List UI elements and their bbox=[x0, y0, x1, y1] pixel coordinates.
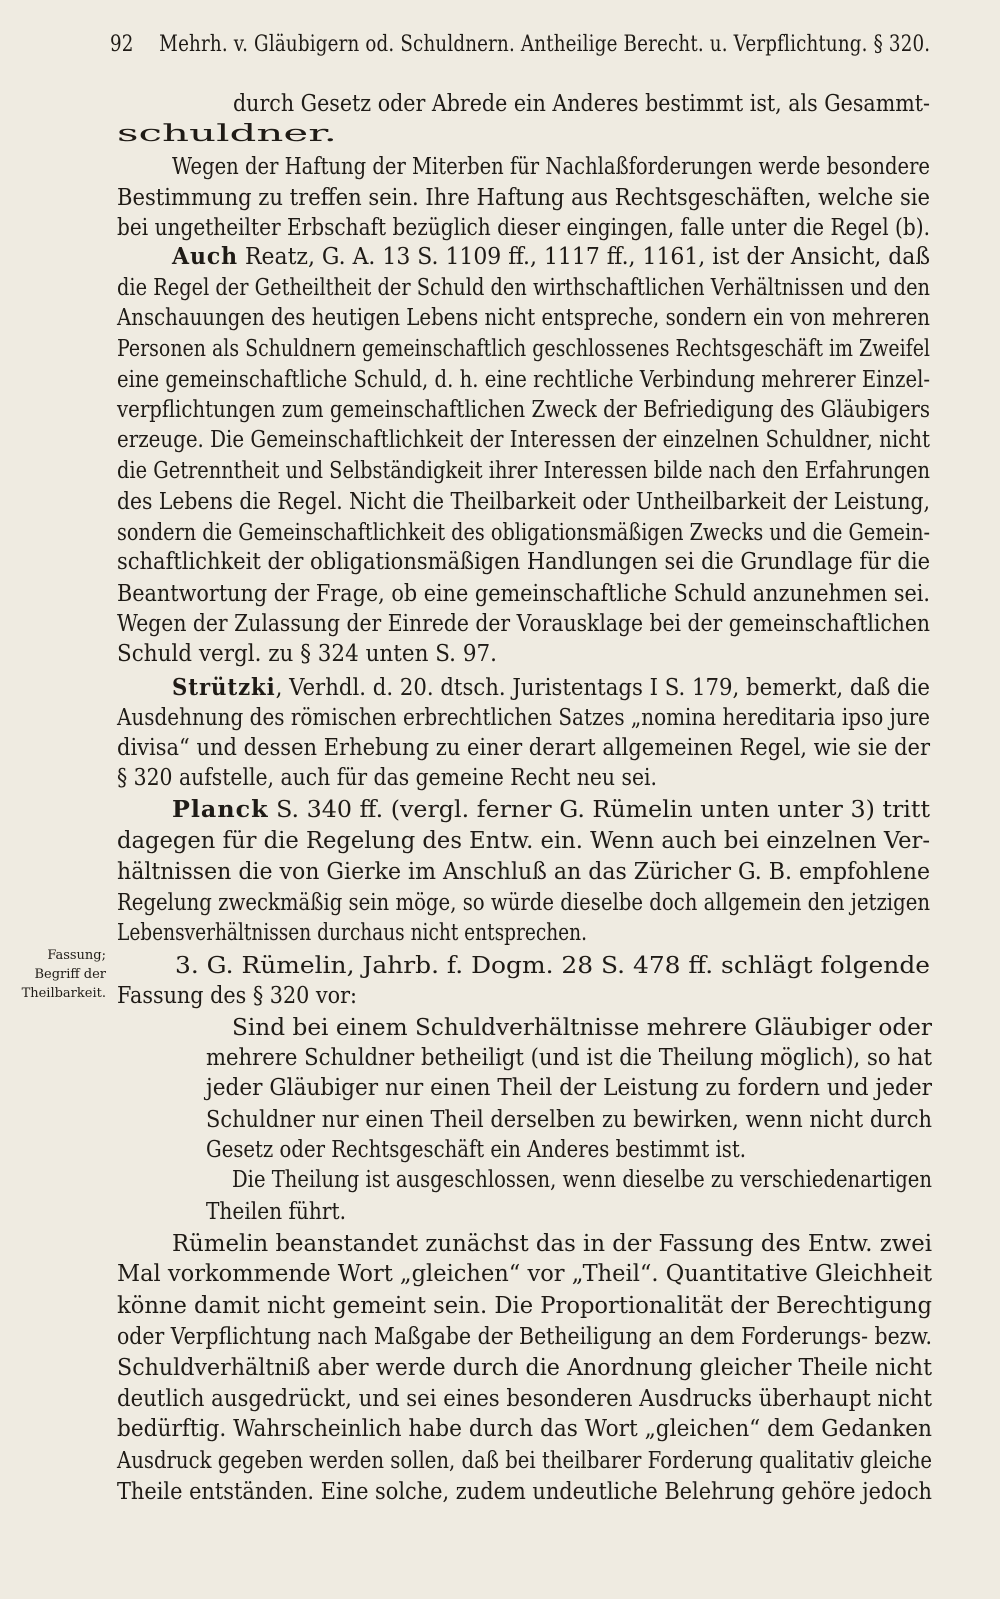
text-line-content: verpflichtungen zum gemeinschaftlichen Zweck der Befriedigung des Gläubigers bbox=[117, 395, 930, 423]
text-line-content: eine gemeinschaftliche Schuld, d. h. eine rechtliche Verbindung mehrerer Einzel- bbox=[117, 365, 930, 393]
text-line-content: des Lebens die Regel. Nicht die Theilbarkeit oder Untheilbarkeit der Leistung, bbox=[117, 487, 930, 515]
running-title: Mehrh. v. Gläubigern od. Schuldnern. Antheilige Berecht. u. Verpflichtung. § 320. bbox=[159, 32, 931, 57]
text-line-content: die Getrenntheit und Selbständigkeit ihrer Interessen bilde nach den Erfahrungen bbox=[117, 456, 930, 484]
text-line-content: Beantwortung der Frage, ob eine gemeinschaftliche Schuld anzunehmen sei. bbox=[117, 579, 930, 607]
text-line-content: hältnissen die von Gierke im Anschluß an das Züricher G. B. empfohlene bbox=[117, 857, 930, 885]
text-line-content: Planck S. 340 ff. (vergl. ferner G. Rümelin unten unter 3) tritt bbox=[172, 795, 930, 823]
text-line-content: Sind bei einem Schuldverhältnisse mehrere Gläubiger oder bbox=[232, 1013, 932, 1041]
text-line-content: durch Gesetz oder Abrede ein Anderes bestimmt ist, als Gesammt- bbox=[233, 89, 930, 117]
text-line-content: Ausdruck gegeben werden sollen, daß bei theilbarer Forderung qualitativ gleiche bbox=[117, 1446, 932, 1474]
text-line-content: Rümelin beanstandet zunächst das in der Fassung des Entw. zwei bbox=[172, 1229, 932, 1257]
text-line-content: bei ungetheilter Erbschaft bezüglich dieser eingingen, falle unter die Regel (b). bbox=[117, 213, 930, 241]
margin-note-line: Theilbarkeit. bbox=[21, 986, 106, 1001]
text-line-content: jeder Gläubiger nur einen Theil der Leistung zu fordern und jeder bbox=[206, 1073, 932, 1101]
text-line-content: Wegen der Zulassung der Einrede der Vorausklage bei der gemeinschaftlichen bbox=[117, 609, 930, 637]
text-line-content: Mal vorkommende Wort „gleichen“ vor „Theil“. Quantitative Gleichheit bbox=[117, 1259, 932, 1287]
text-line-content: die Regel der Getheiltheit der Schuld den wirthschaftlichen Verhältnissen und den bbox=[117, 273, 930, 301]
text-line-content: oder Verpflichtung nach Maßgabe der Betheiligung an dem Forderungs- bezw. bbox=[117, 1322, 932, 1350]
text-line-content: Ausdehnung des römischen erbrechtlichen Satzes „nomina hereditaria ipso jure bbox=[117, 703, 930, 731]
page-header bbox=[110, 32, 931, 72]
text-line-content: Lebensverhältnissen durchaus nicht entsprechen. bbox=[117, 918, 587, 946]
text-line-content: Anschauungen des heutigen Lebens nicht entspreche, sondern ein von mehreren bbox=[117, 303, 930, 331]
text-line-content: deutlich ausgedrückt, und sei eines besonderen Ausdrucks überhaupt nicht bbox=[117, 1384, 932, 1412]
text-line-content: Schuldner nur einen Theil derselben zu bewirken, wenn nicht durch bbox=[206, 1105, 932, 1133]
text-line-content: Strützki, Verhdl. d. 20. dtsch. Juristentags I S. 179, bemerkt, daß die bbox=[172, 673, 930, 701]
text-line-content: erzeuge. Die Gemeinschaftlichkeit der Interessen der einzelnen Schuldner, nicht bbox=[117, 425, 930, 453]
text-line-content: dagegen für die Regelung des Entw. ein. Wenn auch bei einzelnen Ver- bbox=[117, 826, 930, 854]
text-line-content: Schuld vergl. zu § 324 unten S. 97. bbox=[117, 639, 497, 667]
margin-note-line: Fassung; bbox=[47, 948, 106, 963]
text-line-content: schaftlichkeit der obligationsmäßigen Handlungen sei die Grundlage für die bbox=[117, 547, 930, 575]
text-line-content: 3. G. Rümelin, Jahrb. f. Dogm. 28 S. 478 ff. schlägt folgende bbox=[175, 951, 930, 979]
margin-note-line: Begriff der bbox=[34, 967, 106, 982]
text-line-content: sondern die Gemeinschaftlichkeit des obligationsmäßigen Zwecks und die Gemein- bbox=[117, 518, 930, 546]
text-line-content: könne damit nicht gemeint sein. Die Proportionalität der Berechtigung bbox=[117, 1291, 932, 1319]
text-line-content: divisa“ und dessen Erhebung zu einer derart allgemeinen Regel, wie sie der bbox=[117, 733, 930, 761]
text-line-content: Auch Reatz, G. A. 13 S. 1109 ff., 1117 ff., 1161, ist der Ansicht, daß bbox=[172, 242, 930, 270]
text-line-content: Gesetz oder Rechtsgeschäft ein Anderes bestimmt ist. bbox=[206, 1135, 746, 1163]
text-line-content: Regelung zweckmäßig sein möge, so würde dieselbe doch allgemein den jetzigen bbox=[117, 888, 930, 916]
text-line-content: Theile entständen. Eine solche, zudem undeutliche Belehrung gehöre jedoch bbox=[117, 1477, 932, 1505]
text-line-content: Theilen führt. bbox=[206, 1197, 346, 1225]
text-line-content: Schuldverhältniß aber werde durch die Anordnung gleicher Theile nicht bbox=[117, 1353, 932, 1381]
page-number: 92 bbox=[110, 32, 134, 57]
text-line-content: Die Theilung ist ausgeschlossen, wenn dieselbe zu verschiedenartigen bbox=[232, 1165, 932, 1193]
text-line-content: Personen als Schuldnern gemeinschaftlich geschlossenes Rechtsgeschäft im Zweifel bbox=[117, 334, 930, 362]
text-line-content: § 320 aufstelle, auch für das gemeine Recht neu sei. bbox=[117, 763, 657, 791]
margin-note bbox=[14, 946, 106, 1003]
text-line-content: Fassung des § 320 vor: bbox=[117, 981, 357, 1009]
text-line-content: mehrere Schuldner betheiligt (und ist die Theilung möglich), so hat bbox=[206, 1043, 932, 1071]
text-line-content: bedürftig. Wahrscheinlich habe durch das Wort „gleichen“ dem Gedanken bbox=[117, 1414, 932, 1442]
text-line-content: Wegen der Haftung der Miterben für Nachlaßforderungen werde besondere bbox=[172, 152, 930, 180]
text-line-content: Bestimmung zu treffen sein. Ihre Haftung aus Rechtsgeschäften, welche sie bbox=[117, 183, 930, 211]
text-line-content: schuldner. bbox=[117, 119, 337, 147]
